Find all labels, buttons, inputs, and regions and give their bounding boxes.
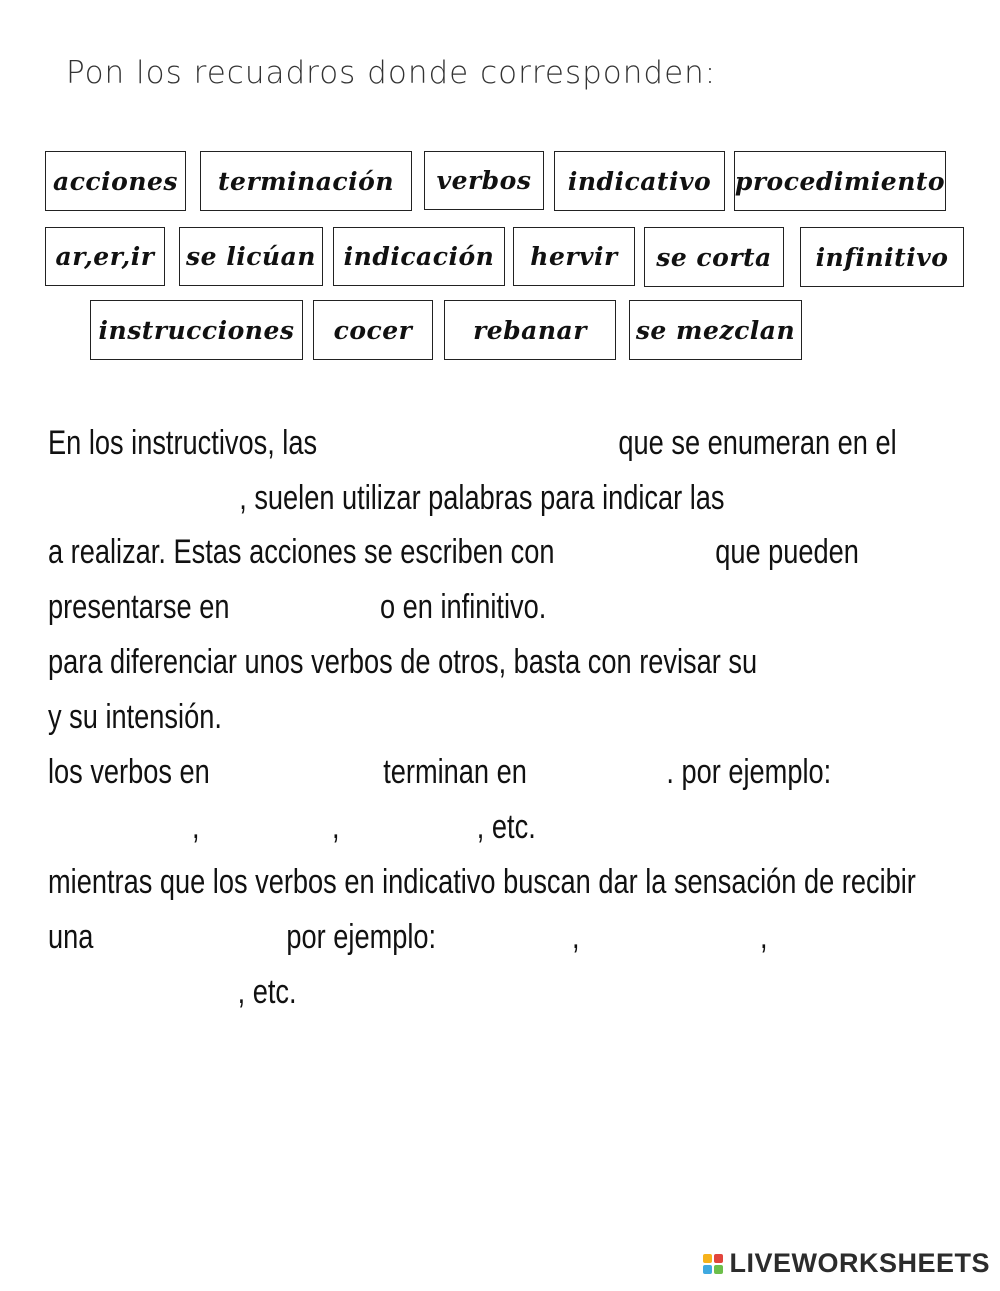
logo-icon (703, 1254, 723, 1274)
text-segment: por ejemplo: (286, 918, 437, 956)
drop-blank[interactable] (588, 918, 756, 962)
word-chip[interactable]: indicativo (554, 151, 725, 211)
word-chip[interactable]: indicación (333, 227, 505, 286)
word-chip[interactable]: terminación (200, 151, 412, 211)
text-segment: para diferenciar unos verbos de otros, basta con revisar su (48, 643, 758, 681)
drop-blank[interactable] (574, 533, 714, 577)
text-segment: mientras que los verbos en indicativo buscan dar la sensación de recibir (48, 863, 916, 901)
word-chip[interactable]: acciones (45, 151, 186, 211)
word-chip[interactable]: cocer (313, 300, 433, 360)
logo-text: LIVEWORKSHEETS (729, 1248, 990, 1278)
text-segment: presentarse en (48, 588, 230, 626)
text-segment: terminan en (383, 753, 527, 791)
text-segment: que pueden (715, 533, 859, 571)
word-chip[interactable]: ar,er,ir (45, 227, 165, 286)
drop-blank[interactable] (96, 918, 280, 962)
word-chip[interactable]: hervir (513, 227, 635, 286)
word-chip[interactable]: verbos (424, 151, 544, 210)
drop-blank[interactable] (206, 808, 326, 852)
text-segment: . por ejemplo: (666, 753, 832, 791)
text-segment: y su intensión. (48, 698, 222, 736)
word-chip[interactable]: instrucciones (90, 300, 303, 360)
text-segment: , (760, 918, 768, 956)
drop-blank[interactable] (48, 808, 188, 852)
text-segment: los verbos en (48, 753, 210, 791)
text-segment: , (332, 808, 340, 846)
text-segment: , etc. (476, 808, 536, 846)
text-segment: , etc. (237, 973, 297, 1011)
drop-blank[interactable] (243, 588, 378, 632)
drop-blank[interactable] (48, 479, 237, 523)
word-chip[interactable]: se mezclan (629, 300, 802, 360)
word-chip[interactable]: rebanar (444, 300, 616, 360)
text-segment: , (192, 808, 200, 846)
instruction-heading: Pon los recuadros donde corresponden: (66, 55, 717, 91)
drop-blank[interactable] (48, 973, 236, 1017)
logo-square (714, 1265, 723, 1274)
text-segment: o en infinitivo. (380, 588, 547, 626)
logo-square (703, 1254, 712, 1263)
text-segment: , (572, 918, 580, 956)
logo-square (703, 1265, 712, 1274)
drop-blank[interactable] (452, 918, 572, 962)
text-segment: a realizar. Estas acciones se escriben con (48, 533, 555, 571)
drop-blank[interactable] (332, 424, 608, 468)
word-chip[interactable]: procedimiento (734, 151, 946, 211)
drop-blank[interactable] (216, 753, 376, 797)
text-segment: , suelen utilizar palabras para indicar las (239, 479, 725, 517)
word-chip[interactable]: se corta (644, 227, 784, 287)
text-segment: una (48, 918, 94, 956)
text-segment: En los instructivos, las (48, 424, 318, 462)
drop-blank[interactable] (348, 808, 484, 852)
drop-blank[interactable] (754, 479, 946, 523)
liveworksheets-logo (703, 1248, 990, 1279)
text-segment: que se enumeran en el (618, 424, 897, 462)
word-chip[interactable]: se licúan (179, 227, 323, 286)
word-chip[interactable]: infinitivo (800, 227, 964, 287)
logo-square (714, 1254, 723, 1263)
